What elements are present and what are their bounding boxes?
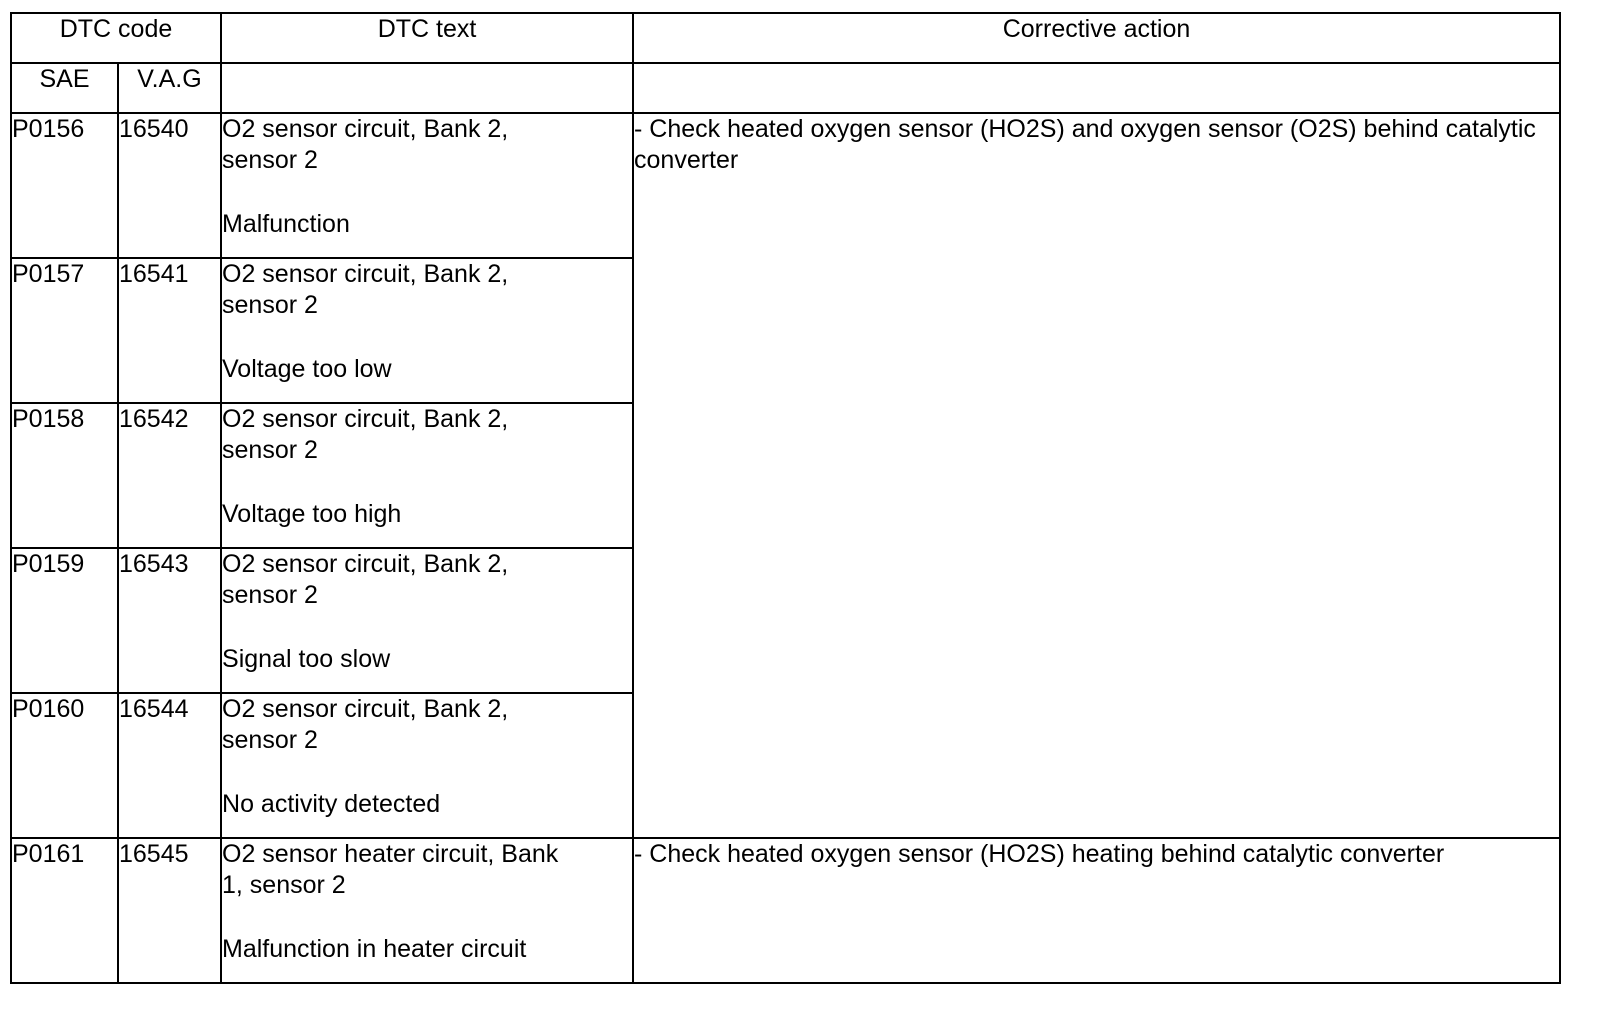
- dtc-text-line: sensor 2: [222, 581, 318, 609]
- dtc-text-line: sensor 2: [222, 726, 318, 754]
- dtc-detail: Malfunction: [222, 210, 350, 238]
- vag-code: 16543: [118, 548, 221, 693]
- corrective-action-header: Corrective action: [633, 13, 1560, 63]
- vag-code: 16542: [118, 403, 221, 548]
- dtc-detail: Voltage too low: [222, 355, 392, 383]
- sae-code: P0157: [11, 258, 118, 403]
- dtc-text-cell: [221, 403, 633, 548]
- sae-header: SAE: [11, 63, 118, 113]
- sae-code: P0161: [11, 838, 118, 983]
- empty-cell: [221, 63, 633, 113]
- dtc-text-cell: [221, 113, 633, 258]
- dtc-text-cell: [221, 693, 633, 838]
- dtc-text-line: O2 sensor circuit, Bank 2,: [222, 405, 509, 433]
- dtc-text-header: DTC text: [221, 13, 633, 63]
- table-row: [11, 838, 1560, 983]
- dtc-text-line: O2 sensor circuit, Bank 2,: [222, 550, 509, 578]
- dtc-text-line: O2 sensor circuit, Bank 2,: [222, 115, 509, 143]
- table-row: [11, 113, 1560, 258]
- empty-cell: [633, 63, 1560, 113]
- dtc-text-line: O2 sensor heater circuit, Bank: [222, 840, 559, 868]
- vag-code: 16545: [118, 838, 221, 983]
- dtc-table: [10, 12, 1561, 984]
- dtc-detail: No activity detected: [222, 790, 441, 818]
- dtc-text-cell: [221, 548, 633, 693]
- dtc-text-line: sensor 2: [222, 291, 318, 319]
- dtc-text-cell: [221, 838, 633, 983]
- dtc-detail: Voltage too high: [222, 500, 402, 528]
- sae-code: P0156: [11, 113, 118, 258]
- dtc-detail: Malfunction in heater circuit: [222, 935, 527, 963]
- header-row: [11, 13, 1560, 63]
- dtc-code-header: DTC code: [11, 13, 221, 63]
- dtc-text-line: 1, sensor 2: [222, 871, 346, 899]
- vag-code: 16544: [118, 693, 221, 838]
- sae-code: P0158: [11, 403, 118, 548]
- dtc-text-line: sensor 2: [222, 436, 318, 464]
- dtc-text-cell: [221, 258, 633, 403]
- vag-header: V.A.G: [118, 63, 221, 113]
- corrective-action-cell: - Check heated oxygen sensor (HO2S) and oxygen sensor (O2S) behind catalytic converter: [633, 113, 1560, 838]
- dtc-text-line: O2 sensor circuit, Bank 2,: [222, 695, 509, 723]
- sae-code: P0160: [11, 693, 118, 838]
- sae-code: P0159: [11, 548, 118, 693]
- subheader-row: [11, 63, 1560, 113]
- dtc-text-line: O2 sensor circuit, Bank 2,: [222, 260, 509, 288]
- dtc-detail: Signal too slow: [222, 645, 391, 673]
- corrective-action-cell: - Check heated oxygen sensor (HO2S) heating behind catalytic converter: [633, 838, 1560, 983]
- dtc-text-line: sensor 2: [222, 146, 318, 174]
- vag-code: 16540: [118, 113, 221, 258]
- vag-code: 16541: [118, 258, 221, 403]
